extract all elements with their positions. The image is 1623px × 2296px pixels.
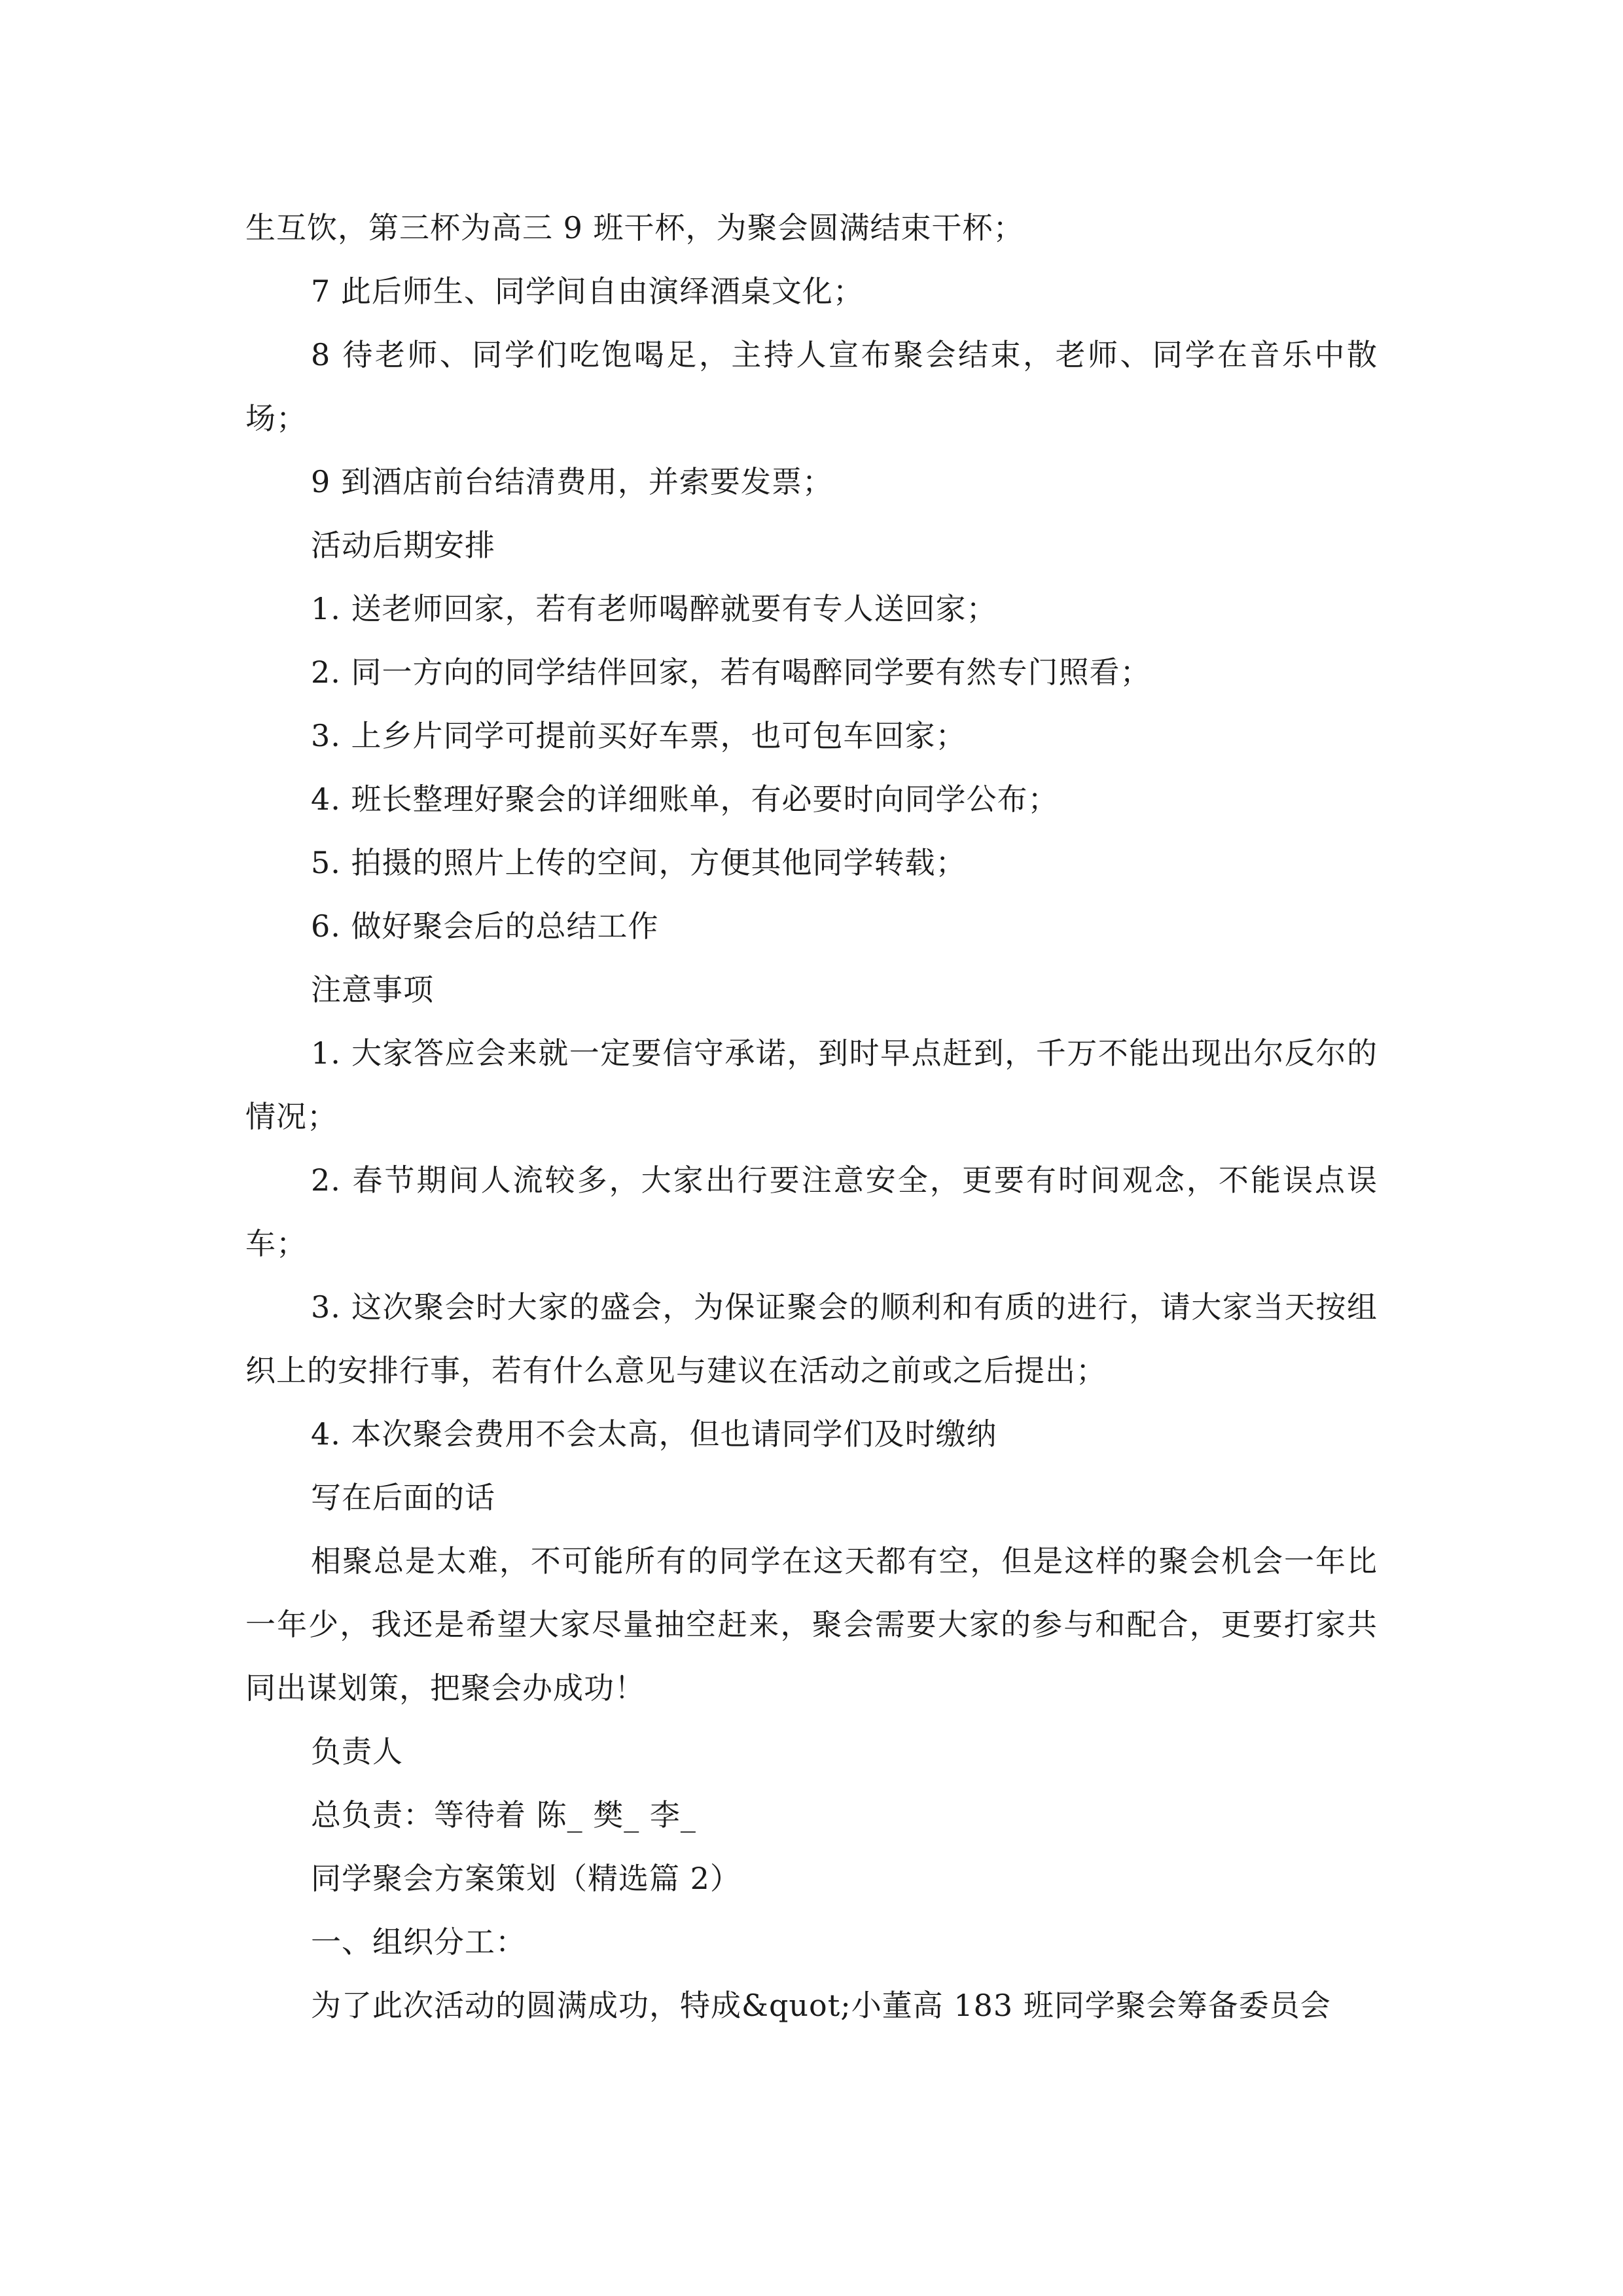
list-item-note-3: 3. 这次聚会时大家的盛会，为保证聚会的顺利和有质的进行，请大家当天按组织上的安排行事，若有什么意见与建议在活动之前或之后提出； <box>245 1289 1378 1388</box>
section-heading-organization: 一、组织分工： <box>311 1924 526 1960</box>
list-item-post-4: 4. 班长整理好聚会的详细账单，有必要时向同学公布； <box>311 781 1059 817</box>
paragraph-step-7: 7 此后师生、同学间自由演绎酒桌文化； <box>311 274 864 309</box>
paragraph-step-8: 8 待老师、同学们吃饱喝足，主持人宣布聚会结束，老师、同学在音乐中散场； <box>245 337 1378 436</box>
section-heading-responsible: 负责人 <box>311 1734 403 1769</box>
list-item-post-6: 6. 做好聚会后的总结工作 <box>311 908 659 944</box>
list-item-post-5: 5. 拍摄的照片上传的空间，方便其他同学转载； <box>311 845 967 880</box>
document-body <box>245 196 1378 2037</box>
paragraph-responsible-persons: 总负责：等待着 陈_ 樊_ 李_ <box>311 1797 696 1833</box>
paragraph-organization: 为了此次活动的圆满成功，特成&quot;小董高 183 班同学聚会筹备委员会 <box>311 1988 1331 2023</box>
list-item-note-4: 4. 本次聚会费用不会太高，但也请同学们及时缴纳 <box>311 1416 997 1452</box>
list-item-post-1: 1. 送老师回家，若有老师喝醉就要有专人送回家； <box>311 591 997 626</box>
section-heading-afterword: 写在后面的话 <box>311 1480 495 1515</box>
paragraph-afterword: 相聚总是太难，不可能所有的同学在这天都有空，但是这样的聚会机会一年比一年少，我还是希望大家尽量抽空赶来，聚会需要大家的参与和配合，更要打家共同出谋划策，把聚会办成功！ <box>245 1543 1378 1706</box>
list-item-note-1: 1. 大家答应会来就一定要信守承诺，到时早点赶到，千万不能出现出尔反尔的情况； <box>245 1035 1378 1134</box>
paragraph-step-9: 9 到酒店前台结清费用，并索要发票； <box>311 464 833 499</box>
section-heading-notes: 注意事项 <box>311 972 434 1007</box>
list-item-note-2: 2. 春节期间人流较多，大家出行要注意安全，更要有时间观念，不能误点误车； <box>245 1162 1378 1261</box>
list-item-post-2: 2. 同一方向的同学结伴回家，若有喝醉同学要有然专门照看； <box>311 655 1151 690</box>
section-heading-post-activity: 活动后期安排 <box>311 528 495 563</box>
list-item-post-3: 3. 上乡片同学可提前买好车票，也可包车回家； <box>311 718 967 753</box>
section-title-plan-2: 同学聚会方案策划（精选篇 2） <box>311 1861 741 1896</box>
paragraph-continuation: 生互饮，第三杯为高三 9 班干杯，为聚会圆满结束干杯； <box>245 210 1024 245</box>
